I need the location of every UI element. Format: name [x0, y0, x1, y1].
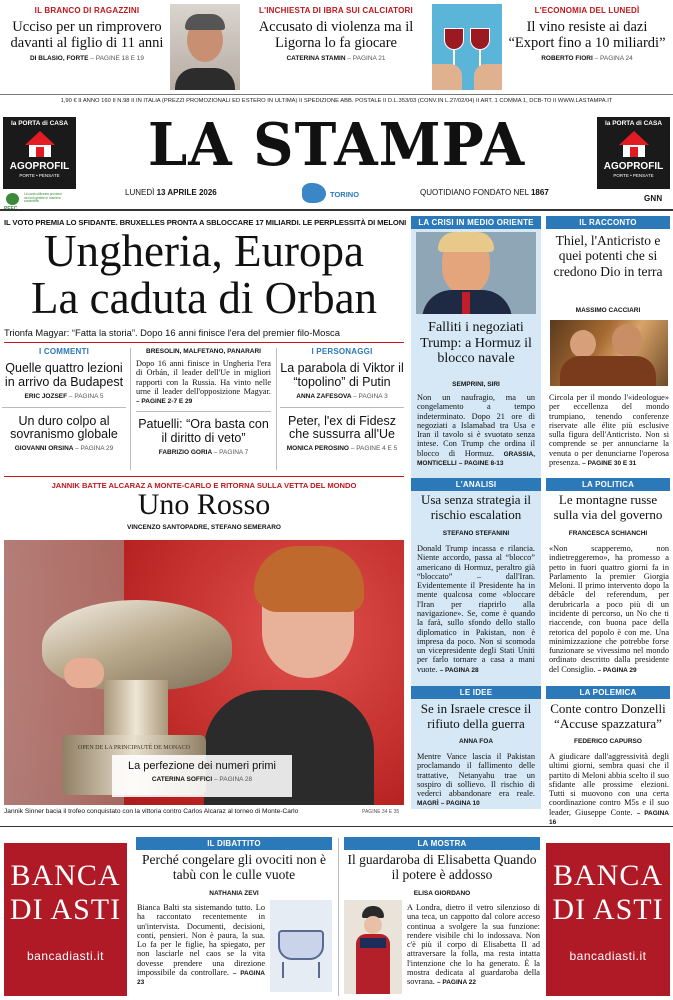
masthead-ad-left[interactable]: [3, 117, 76, 189]
masthead-founded: QUOTIDIANO FONDATO NEL 1867: [420, 188, 549, 197]
politica-byline: FRANCESCA SCHIANCHI: [568, 530, 648, 537]
trophy-stem: [104, 680, 168, 740]
teaser-3-label: L'ECONOMIA DEL LUNEDÌ: [534, 6, 640, 15]
racconto-label: IL RACCONTO: [546, 216, 670, 229]
analisi-text: Donald Trump incassa e rilancia. Niente accordo, passa al “blocco” americano di Hormuz, peraltro già “bloccato” – dall'Iran. Evidentemente il Presidente ha in mente qualcosa come «bloccare l'Iran per riaprirlo alla navigazione». Se, come è quando la farà, sullo sfondo dello stallo diplomatico in Pakistan, non è impresa da poco. Non si scomoda un vicepresidente degli Stati Uniti per farlo tornare a casa a mani vuote. – PAGINA 28: [417, 544, 535, 674]
ad-right-sub: PORTE • PENSATE: [613, 173, 654, 178]
teaser-2[interactable]: [250, 6, 422, 90]
crisi-byline: SEMPRINI, SIRI: [452, 381, 500, 388]
sport-headline[interactable]: Uno Rosso: [137, 488, 271, 521]
ad-right-logo-icon: [619, 131, 649, 157]
racconto-headline[interactable]: Thiel, l'Anticristo e quei potenti che si credono Dio in terra: [553, 233, 663, 279]
mostra-headline[interactable]: Il guardaroba di Elisabetta Quando il potere è addosso: [347, 852, 537, 883]
personaggi-label: I PERSONAGGI: [311, 347, 373, 356]
mostra-label: LA MOSTRA: [344, 837, 540, 850]
photo-caption-page: PAGINE 34 E 35: [362, 809, 400, 815]
polemica-headline[interactable]: Conte contro Donzelli “Accuse spazzatura”: [550, 701, 666, 731]
player-hair: [254, 546, 364, 612]
cradle-illustration: [270, 900, 332, 992]
teaser-3[interactable]: [507, 6, 667, 90]
racconto-text: Circola per il mondo l'«ideologue» per eccellenza del mondo trumpiano, tenendo conferenze riservate alle élite più esclusive sulla figura dell'Anticristo. Non si comprende se per annunciarne la venuta o per denunciarne l'operosa presenza. – PAGINE 30 E 31: [549, 393, 669, 467]
masthead-title[interactable]: LA STAMPA: [147, 110, 526, 180]
personaggi-column: [280, 347, 404, 452]
trump-photo: [416, 232, 536, 314]
idee-headline[interactable]: Se in Israele cresce il rifiuto della guerra: [420, 701, 532, 731]
photo-caption: Jannik Sinner bacia il trofeo conquistato con la vittoria contro Carlos Alcaraz al torneo di Monte-Carlo: [4, 808, 299, 815]
mostra-text: A Londra, dietro il vetro silenzioso di una teca, un cappotto dal colore acceso continua a svolgere la sua funzione: rendere visibile chi lo indossava. Non c'è più il corpo di Elisabetta II ad attraversare la folla, ma resta intatta l'intenzione che lo ha generato. È la mostra dedicata al guardaroba della sovrana. – PAGINA 22: [407, 903, 540, 987]
dibattito-text: Bianca Balti sta sistemando tutto. Lo ha raccontato recentemente in un'intervista. Documenti, decisioni, conti, pensieri. Non è paura, la sua. Lo fa per le figlie, ha spiegato, per non lasciarle nel caos se la vita dovesse prendere una direzione impossibile da controllare. – PAGINA 23: [137, 903, 266, 987]
banca-asti-ad-left[interactable]: BANCA DI ASTI bancadiasti.it: [4, 843, 127, 996]
crisi-headline[interactable]: Falliti i negoziati Trump: a Hormuz il blocco navale: [420, 320, 532, 367]
patuelli-item[interactable]: Patuelli: “Ora basta con il diritto di veto” FABRIZIO GORIA – PAGINA 7: [138, 417, 269, 456]
teaser-3-photo: [432, 4, 502, 90]
inset-box[interactable]: La perfezione dei numeri primi CATERINA SOFFICI – PAGINA 28: [112, 755, 292, 797]
idee-byline: ANNA FOA: [458, 738, 494, 745]
sport-kicker: JANNIK BATTE ALCARAZ A MONTE-CARLO E RITORNA SULLA VETTA DEL MONDO: [51, 481, 357, 490]
racconto-painting: [550, 320, 668, 386]
queen-photo: [344, 900, 402, 994]
teaser-1-title: Ucciso per un rimprovero davanti al figlio di 11 anni: [10, 19, 164, 52]
masthead-ad-right[interactable]: [597, 117, 670, 189]
teaser-1-label: IL BRANCO DI RAGAZZINI: [34, 6, 140, 15]
politica-label: LA POLITICA: [546, 478, 670, 491]
personaggi-item[interactable]: La parabola di Viktor il “topolino” di Putin ANNA ZAFESOVA – PAGINA 3: [280, 361, 404, 400]
mostra-byline: ELISA GIORDANO: [413, 890, 471, 897]
lead-headline-1[interactable]: Ungheria, Europa: [44, 226, 364, 276]
ad-left-sub: PORTE • PENSATE: [19, 173, 60, 178]
masthead-city: TORINO: [330, 190, 360, 199]
politica-headline[interactable]: Le montagne russe sulla via del governo: [553, 492, 663, 522]
sinner-photo[interactable]: [4, 540, 404, 805]
ad-left-brand: AGOPROFIL: [9, 161, 70, 172]
lead-subhead: Trionfa Magyar: “Fatta la storia”. Dopo 16 anni finisce l'era del premier filo-Mosca: [4, 327, 340, 338]
lead-kicker: IL VOTO PREMIA LO SFIDANTE. BRUXELLES PRONTA A SBLOCCARE 17 MILIARDI. LE PERPLESSITÀ DI MELONI: [4, 218, 407, 227]
lead-headline-2[interactable]: La caduta di Orban: [30, 273, 378, 323]
crisi-label: LA CRISI IN MEDIO ORIENTE: [411, 216, 541, 229]
politica-text: «Non scapperemo, non indietreggeremo», ha promesso a petto in fuori quattro giorni fa in Parlamento la premier Giorgia Meloni. Il primo intervento dopo la débâcle del referendum, per derubricarla a poco più di un incidente di percorso, un No che ti riaccende, con buona pace della retorica del popolo è con me. Una minimizzazione che potrebbe forse funzionare se vivessimo nel mondo ordinato descritto dalla presidente del Consiglio. – PAGINA 29: [549, 544, 669, 674]
commenti-item[interactable]: Un duro colpo al sovranismo globale GIOVANNI ORSINA – PAGINA 29: [10, 413, 118, 452]
idee-label: LE IDEE: [411, 686, 541, 699]
teaser-3-byline: ROBERTO FIORI – PAGINA 24: [541, 55, 633, 63]
dibattito-headline[interactable]: Perché congelare gli ovociti non è tabù con le culle vuote: [141, 852, 327, 883]
ad-left-logo-icon: [25, 131, 55, 157]
piemonte-map-icon: [302, 183, 326, 203]
commenti-column: [2, 347, 126, 452]
polemica-label: LA POLEMICA: [546, 686, 670, 699]
polemica-byline: FEDERICO CAPURSO: [574, 738, 642, 745]
banca-asti-ad-right[interactable]: BANCA DI ASTI bancadiasti.it: [546, 843, 670, 996]
dibattito-label: IL DIBATTITO: [136, 837, 332, 850]
pefc-logo: La carta utilizzata proviene da fonti gestite in maniera sostenibile: [4, 193, 64, 213]
gnn-logo: GNN: [644, 194, 663, 203]
teaser-2-label: L'INCHIESTA DI IBRA SUI CALCIATORI: [259, 6, 413, 15]
trophy-text: OPEN DE LA PRINCIPAUTÉ DE MONACO: [78, 745, 190, 751]
commenti-item[interactable]: Quelle quattro lezioni in arrivo da Budapest ERIC JOZSEF – PAGINA 5: [4, 361, 124, 400]
player-hand: [64, 658, 104, 688]
lead-center-byline: BRESOLIN, MALFETANO, PANARARI: [146, 348, 261, 355]
analisi-headline[interactable]: Usa senza strategia il rischio escalation: [420, 492, 532, 522]
polemica-text: A giudicare dall'aggressività degli ultimi giorni, sembra quasi che il partito di Meloni abbia scelto il suo sfidante alle prossime elezioni. Tutti si muovono con una certa coordinazione contro M5s e il suo leader, Giuseppe Conte. – PAGINA 16: [549, 752, 669, 826]
analisi-byline: STEFANO STEFANINI: [442, 530, 510, 537]
teaser-2-title: Accusato di violenza ma il Ligorna lo fa giocare: [258, 19, 414, 52]
pefc-tree-icon: [6, 193, 19, 205]
price-line: 1,90 € II ANNO 160 II N.98 II IN ITALIA (PREZZI PROMOZIONALI ED ESTERO IN ULTIMA) II SPEDIZIONE ABB. POSTALE II D.L.353/03 (CONV.IN L.27/02/04) II ART. 1 COMMA 1, DCB-TO II WWW.LASTAMPA.IT: [60, 98, 613, 104]
dibattito-byline: NATHANIA ZEVI: [209, 890, 259, 897]
idee-text: Mentre Vance lascia il Pakistan proclamando il fallimento delle trattative, Netanyahu trae un sospiro di sollievo. Il rischio di vederci abbandonare era reale. MAGRÌ – PAGINA 10: [417, 752, 535, 808]
masthead-date: LUNEDÌ 13 APRILE 2026: [125, 188, 217, 197]
sport-byline: VINCENZO SANTOPADRE, STEFANO SEMERARO: [127, 524, 281, 531]
crisi-text: Non un naufragio, ma un congelamento a tempo indeterminato. Dopo 21 ore di negoziati a Islamabad tra Usa e Iran il tavolo si è svuotato senza intese. Con Trump che ordina il blocco di Hormuz. GRASSIA, MONTICELLI – PAGINE 8-13: [417, 393, 536, 467]
lead-center-column: [136, 348, 271, 456]
teaser-1-photo: [170, 4, 240, 90]
ad-right-top: la PORTA di CASA: [604, 120, 663, 127]
ad-right-brand: AGOPROFIL: [603, 161, 664, 172]
racconto-byline: MASSIMO CACCIARI: [575, 307, 641, 314]
personaggi-item[interactable]: Peter, l'ex di Fidesz che sussurra all'Ue MONICA PEROSINO – PAGINE 4 E 5: [286, 413, 398, 452]
teaser-1-byline: DI BLASIO, FORTE – PAGINE 18 E 19: [29, 55, 145, 63]
commenti-label: I COMMENTI: [39, 347, 89, 356]
ad-left-top: la PORTA di CASA: [10, 120, 69, 127]
lead-center-text: Dopo 16 anni finisce in Ungheria l'era di Orbán, il leader dell'Ue in migliori rapporti con la Russia. Ha vinto nelle urne il leader dell'opposizione Magyar. – PAGINE 2-7 E 29: [136, 359, 271, 406]
teaser-3-title: Il vino resiste ai dazi “Export fino a 10 miliardi”: [508, 19, 666, 52]
teaser-2-byline: CATERINA STAMIN – PAGINA 21: [286, 55, 386, 63]
analisi-label: L'ANALISI: [411, 478, 541, 491]
teaser-1[interactable]: [8, 6, 166, 90]
